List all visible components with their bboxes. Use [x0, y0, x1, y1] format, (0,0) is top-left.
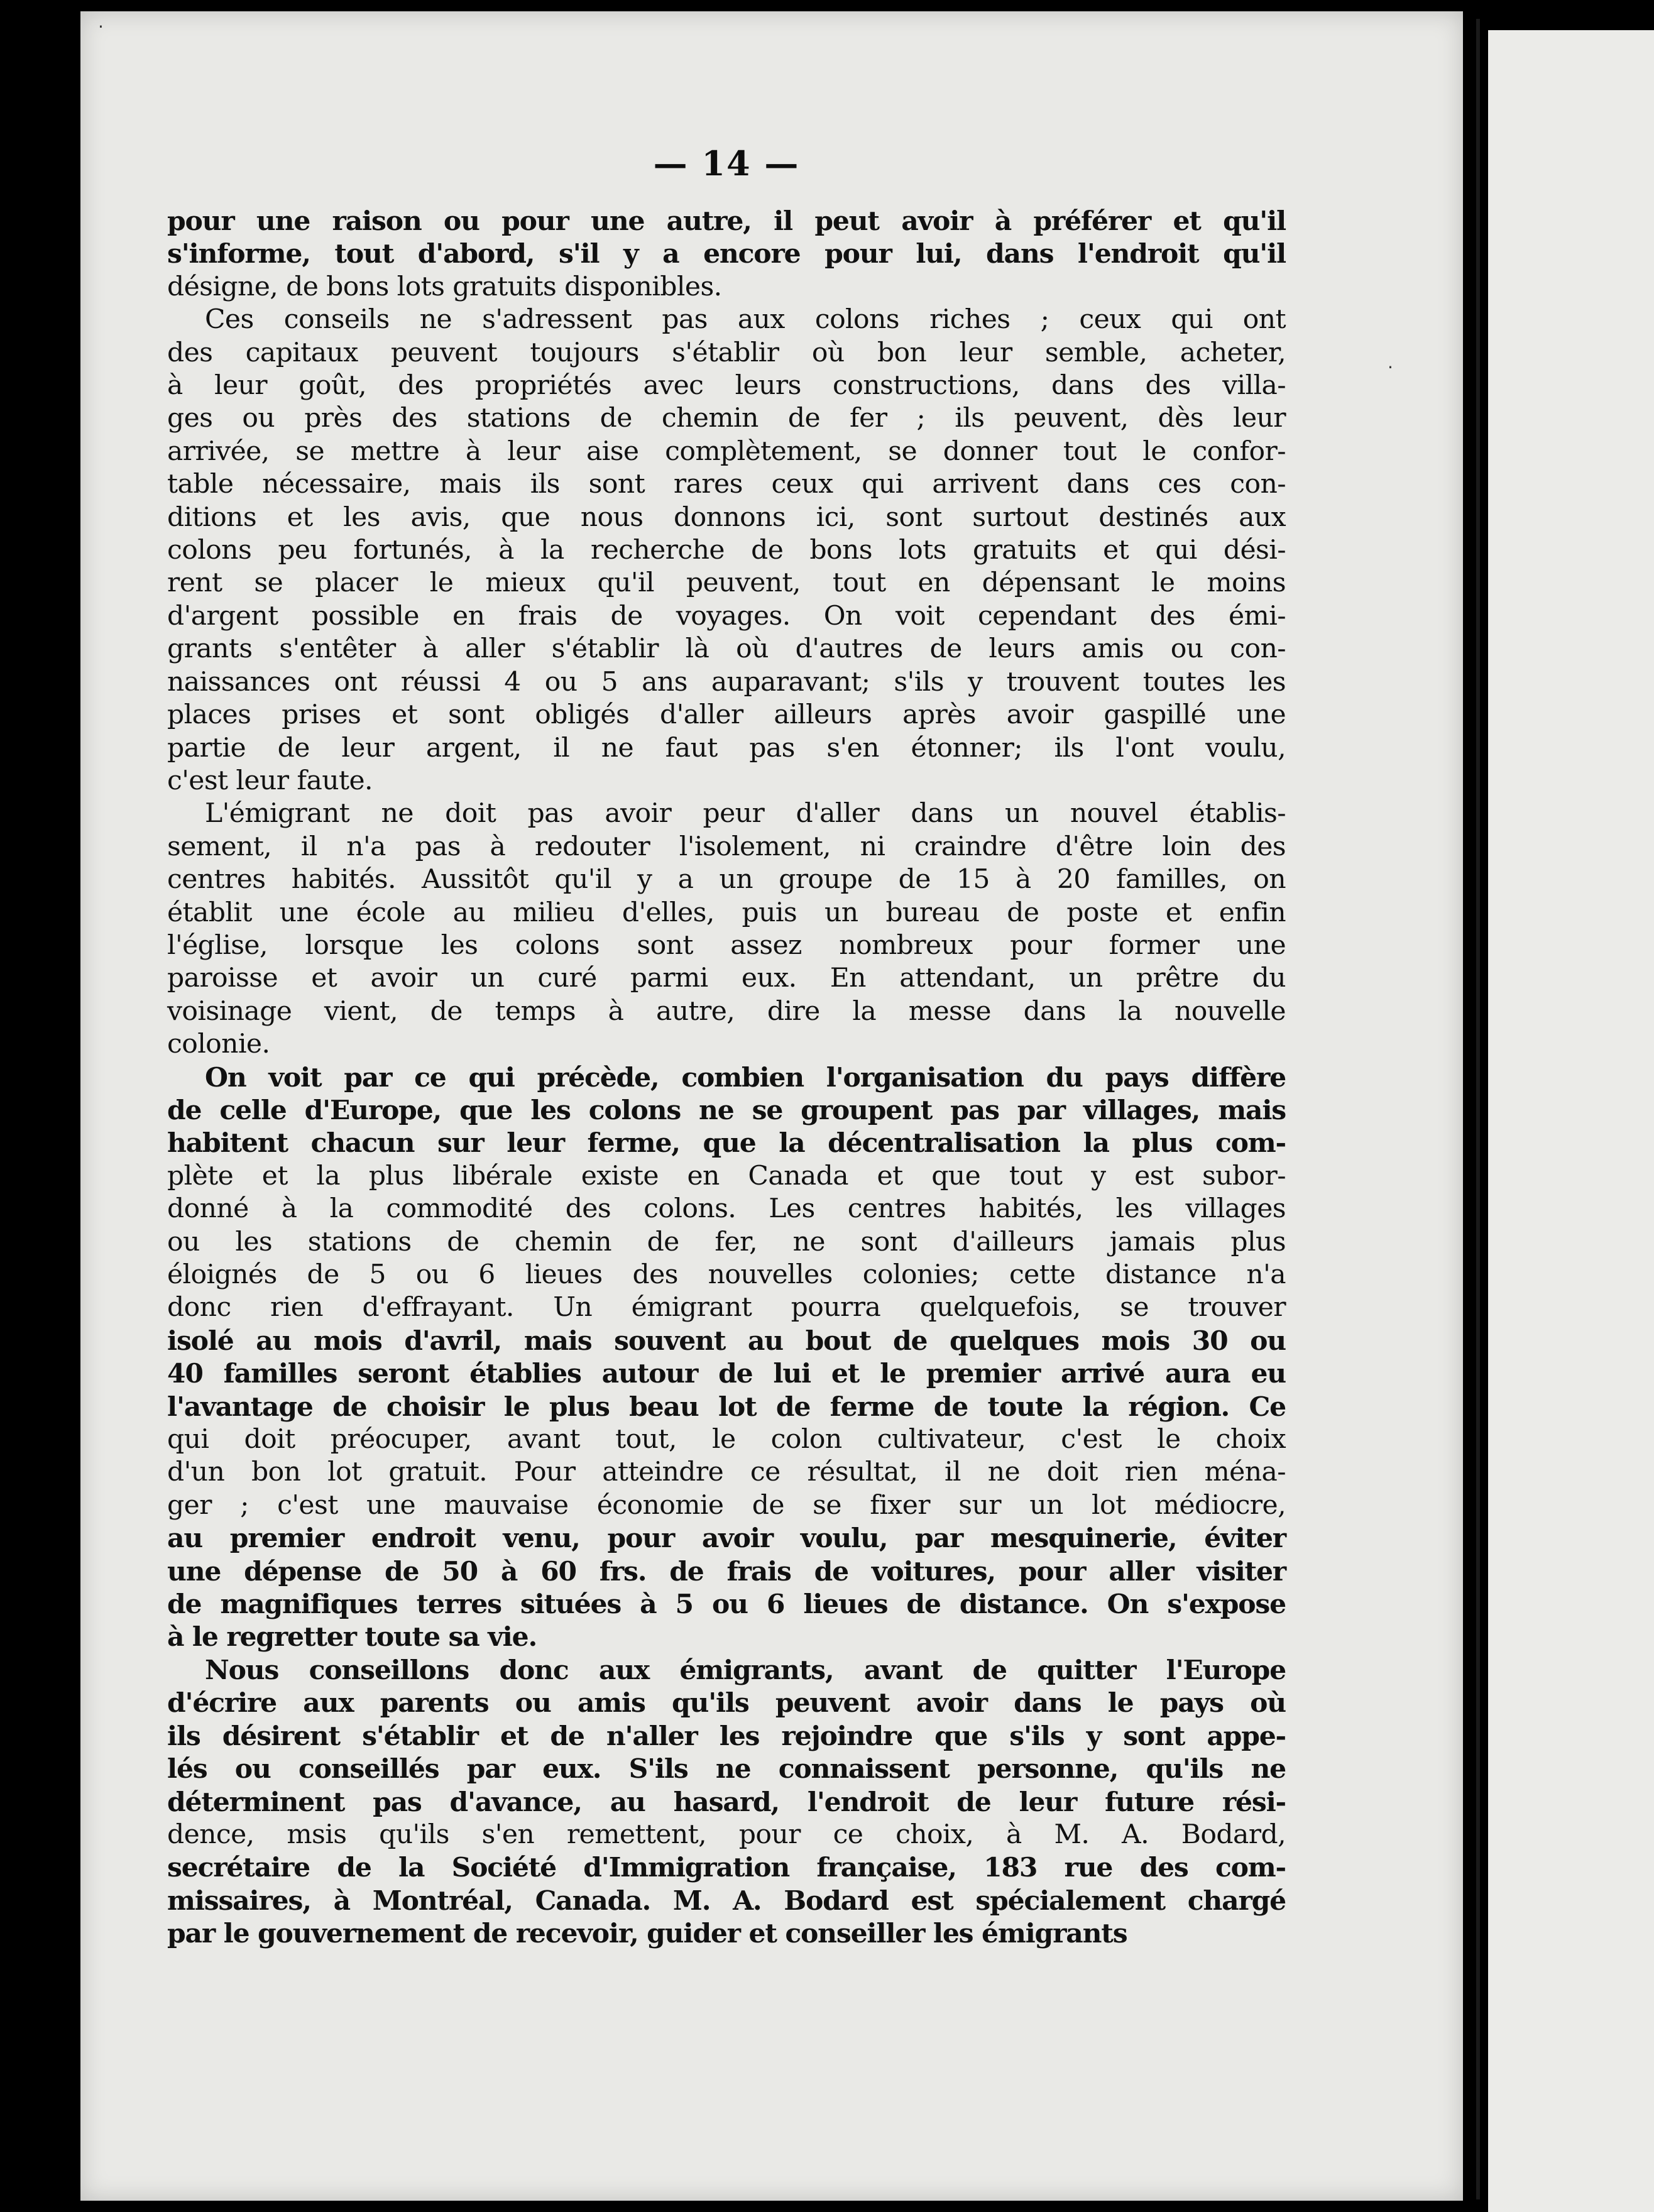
page-number: — 14 —: [653, 143, 800, 183]
text-line: Ces conseils ne s'adressent pas aux colons riches ; ceux qui ont: [205, 304, 1286, 336]
text-line: d'écrire aux parents ou amis qu'ils peuvent avoir dans le pays où: [167, 1687, 1286, 1719]
text-line: par le gouvernement de recevoir, guider et conseiller les émigrants: [167, 1918, 1127, 1950]
text-line: l'avantage de choisir le plus beau lot de ferme de toute la région. Ce: [167, 1391, 1286, 1423]
adjacent-page-edge: [1488, 30, 1654, 2212]
text-line: pour une raison ou pour une autre, il peut avoir à préférer et qu'il: [167, 205, 1286, 237]
page-content: [167, 143, 1286, 1951]
text-line: ditions et les avis, que nous donnons ici, sont surtout destinés aux: [167, 501, 1286, 533]
text-line: 40 familles seront établies autour de lui et le premier arrivé aura eu: [167, 1358, 1286, 1390]
text-line: établit une école au milieu d'elles, puis un bureau de poste et enfin: [167, 897, 1286, 928]
text-line: à le regretter toute sa vie.: [167, 1621, 537, 1653]
text-line: plète et la plus libérale existe en Canada et que tout y est subor-: [167, 1160, 1286, 1191]
text-line: arrivée, se mettre à leur aise complètement, se donner tout le confor-: [167, 435, 1286, 467]
text-line: grants s'entêter à aller s'établir là où d'autres de leurs amis ou con-: [167, 633, 1286, 665]
text-line: de magnifiques terres situées à 5 ou 6 lieues de distance. On s'expose: [167, 1589, 1286, 1621]
paragraph: [167, 797, 1286, 1061]
text-line: donné à la commodité des colons. Les centres habités, les villages: [167, 1193, 1286, 1225]
paragraph: [167, 1061, 1286, 1654]
text-line: isolé au mois d'avril, mais souvent au bout de quelques mois 30 ou: [167, 1325, 1286, 1357]
text-line: éloignés de 5 ou 6 lieues des nouvelles colonies; cette distance n'a: [167, 1259, 1286, 1290]
text-line: paroisse et avoir un curé parmi eux. En attendant, un prêtre du: [167, 963, 1286, 994]
page-fold-shadow: [1476, 19, 1480, 2199]
text-line: rent se placer le mieux qu'il peuvent, tout en dépensant le moins: [167, 567, 1286, 599]
text-line: table nécessaire, mais ils sont rares ceux qui arrivent dans ces con-: [167, 469, 1286, 500]
text-line: habitent chacun sur leur ferme, que la décentralisation la plus com-: [167, 1127, 1286, 1159]
text-line: c'est leur faute.: [167, 765, 373, 796]
paragraph: [167, 1654, 1286, 1951]
text-line: voisinage vient, de temps à autre, dire la messe dans la nouvelle: [167, 995, 1286, 1027]
text-line: lés ou conseillés par eux. S'ils ne connaissent personne, qu'ils ne: [167, 1753, 1286, 1785]
text-line: places prises et sont obligés d'aller ailleurs après avoir gaspillé une: [167, 699, 1286, 731]
text-line: L'émigrant ne doit pas avoir peur d'aller dans un nouvel établis-: [205, 798, 1286, 830]
text-line: partie de leur argent, il ne faut pas s'en étonner; ils l'ont voulu,: [167, 732, 1286, 764]
text-line: colons peu fortunés, à la recherche de bons lots gratuits et qui dési-: [167, 535, 1286, 566]
text-line: Nous conseillons donc aux émigrants, avant de quitter l'Europe: [205, 1654, 1286, 1686]
text-line: au premier endroit venu, pour avoir voulu, par mesquinerie, éviter: [167, 1523, 1286, 1555]
text-line: qui doit préocuper, avant tout, le colon cultivateur, c'est le choix: [167, 1424, 1286, 1455]
text-line: secrétaire de la Société d'Immigration française, 183 rue des com-: [167, 1852, 1286, 1884]
text-line: sement, il n'a pas à redouter l'isolement, ni craindre d'être loin des: [167, 831, 1286, 862]
text-line: désigne, de bons lots gratuits disponibles.: [167, 271, 722, 302]
text-line: ger ; c'est une mauvaise économie de se fixer sur un lot médiocre,: [167, 1489, 1286, 1521]
text-line: missaires, à Montréal, Canada. M. A. Bodard est spécialement chargé: [167, 1885, 1286, 1917]
text-line: centres habités. Aussitôt qu'il y a un groupe de 15 à 20 familles, on: [167, 864, 1286, 895]
margin-speck: ·: [1388, 357, 1393, 378]
text-line: l'église, lorsque les colons sont assez nombreux pour former une: [167, 929, 1286, 961]
text-body: [167, 205, 1286, 1951]
text-line: à leur goût, des propriétés avec leurs constructions, dans des villa-: [167, 370, 1286, 402]
paragraph: [167, 205, 1286, 304]
text-line: ou les stations de chemin de fer, ne sont d'ailleurs jamais plus: [167, 1226, 1286, 1257]
text-line: d'argent possible en frais de voyages. On voit cependant des émi-: [167, 600, 1286, 632]
text-line: donc rien d'effrayant. Un émigrant pourra quelquefois, se trouver: [167, 1292, 1286, 1323]
text-line: déterminent pas d'avance, au hasard, l'endroit de leur future rési-: [167, 1786, 1286, 1818]
text-line: une dépense de 50 à 60 frs. de frais de voitures, pour aller visiter: [167, 1555, 1286, 1587]
text-line: On voit par ce qui précède, combien l'organisation du pays diffère: [205, 1061, 1286, 1093]
text-line: dence, msis qu'ils s'en remettent, pour ce choix, à M. A. Bodard,: [167, 1819, 1286, 1850]
margin-speck: ·: [98, 16, 104, 37]
text-line: des capitaux peuvent toujours s'établir où bon leur semble, acheter,: [167, 337, 1286, 368]
paragraph: [167, 304, 1286, 797]
text-line: de celle d'Europe, que les colons ne se groupent pas par villages, mais: [167, 1094, 1286, 1126]
text-line: naissances ont réussi 4 ou 5 ans auparavant; s'ils y trouvent toutes les: [167, 666, 1286, 698]
text-line: ils désirent s'établir et de n'aller les rejoindre que s'ils y sont appe-: [167, 1720, 1286, 1752]
text-line: d'un bon lot gratuit. Pour atteindre ce résultat, il ne doit rien ména-: [167, 1457, 1286, 1488]
text-line: s'informe, tout d'abord, s'il y a encore pour lui, dans l'endroit qu'il: [167, 238, 1286, 270]
text-line: ges ou près des stations de chemin de fer ; ils peuvent, dès leur: [167, 403, 1286, 434]
text-line: colonie.: [167, 1029, 270, 1060]
